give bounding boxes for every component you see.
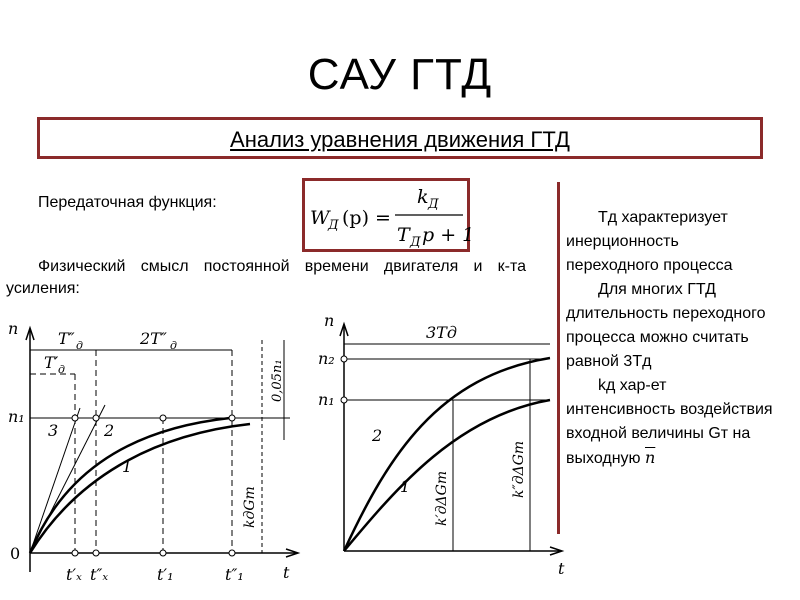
g1-point-3 [160, 415, 166, 421]
physical-meaning-text: Физический смысл постоянной времени двигателя и к-та усиления: [6, 258, 526, 297]
g1-curve2-label: 2 [104, 421, 115, 440]
g1-tick-tx1: t′ₓ [66, 565, 82, 584]
note-time-constant: Тд характеризует инерционность переходного процесса [566, 209, 733, 274]
g2-k1-label: k′дΔGт [434, 470, 450, 526]
g1-x-label: t [283, 563, 290, 582]
g1-origin: 0 [10, 544, 21, 563]
notes-panel [566, 206, 774, 471]
g1-point-2 [93, 415, 99, 421]
formula-numerator: k [417, 186, 429, 208]
g2-curve1-label: 1 [400, 477, 411, 496]
step-response-graph-2 [308, 306, 570, 591]
formula-lhs: W [310, 207, 330, 229]
g2-curve2-label: 2 [372, 426, 383, 445]
g1-n1-label: n₁ [8, 407, 25, 426]
formula-arg: (p) [342, 207, 369, 229]
g2-n1-label: n₁ [318, 390, 335, 409]
transfer-function-formula [302, 178, 475, 252]
note-duration: Для многих ГТД длительность переходного процесса можно считать равной 3Тд [566, 281, 766, 370]
g1-point-1 [72, 415, 78, 421]
g1-pct-label: 0,05n₁ [270, 359, 285, 402]
formula-denominator-rest: p + 1 [422, 224, 475, 246]
g1-curve3-label: 3 [48, 421, 59, 440]
g1-tick-tx2: t″ₓ [90, 565, 109, 584]
subtitle-text: Анализ уравнения движения ГТД [230, 127, 570, 152]
formula-equals: = [375, 207, 391, 229]
g1-tick-t1: t′₁ [157, 565, 174, 584]
g1-Tdd-sub: д [76, 339, 83, 352]
note-gain-text: kд хар-ет интенсивность воздействия входной величины Gт на выходную [566, 377, 773, 467]
g2-n2-label: n₂ [318, 349, 335, 368]
formula-numerator-sub: Д [428, 197, 439, 212]
g1-curve1-label: 1 [122, 457, 133, 476]
g1-point-4 [229, 415, 235, 421]
subtitle-box [37, 117, 763, 159]
g1-2T-label: 2T″ [140, 329, 167, 348]
transfer-function-label: Передаточная функция: [38, 194, 217, 211]
g1-2T-sub: д [170, 339, 177, 352]
note-gain-symbol: $\overline{n}$ [645, 448, 656, 467]
slide-title: САУ ГТД [307, 50, 493, 99]
g1-Td-label: T′ [44, 353, 59, 372]
g1-Tdd-label: T″ [58, 329, 75, 348]
g2-k2-label: k″дΔGт [511, 440, 527, 498]
g1-point-7 [160, 550, 166, 556]
g1-point-8 [229, 550, 235, 556]
formula-svg [305, 181, 475, 250]
g1-tick-t2: t″₁ [225, 565, 244, 584]
formula-denominator-sub: Д [410, 235, 421, 250]
g2-point-n2 [341, 356, 347, 362]
g1-Td-sub: д [58, 363, 65, 376]
g1-y-label: n [8, 319, 19, 338]
g2-3T-label: 3Tд [426, 323, 457, 342]
step-response-graph-1 [0, 310, 305, 595]
g2-y-label: n [324, 311, 335, 330]
note-gain [566, 374, 774, 471]
g1-point-5 [72, 550, 78, 556]
formula-lhs-sub: Д [328, 218, 339, 233]
g1-kg-label: kдGт [242, 486, 258, 528]
g2-point-n1 [341, 397, 347, 403]
g1-curve-2 [30, 418, 230, 553]
g2-x-label: t [558, 559, 565, 578]
g1-point-6 [93, 550, 99, 556]
formula-denominator: T [397, 224, 410, 246]
